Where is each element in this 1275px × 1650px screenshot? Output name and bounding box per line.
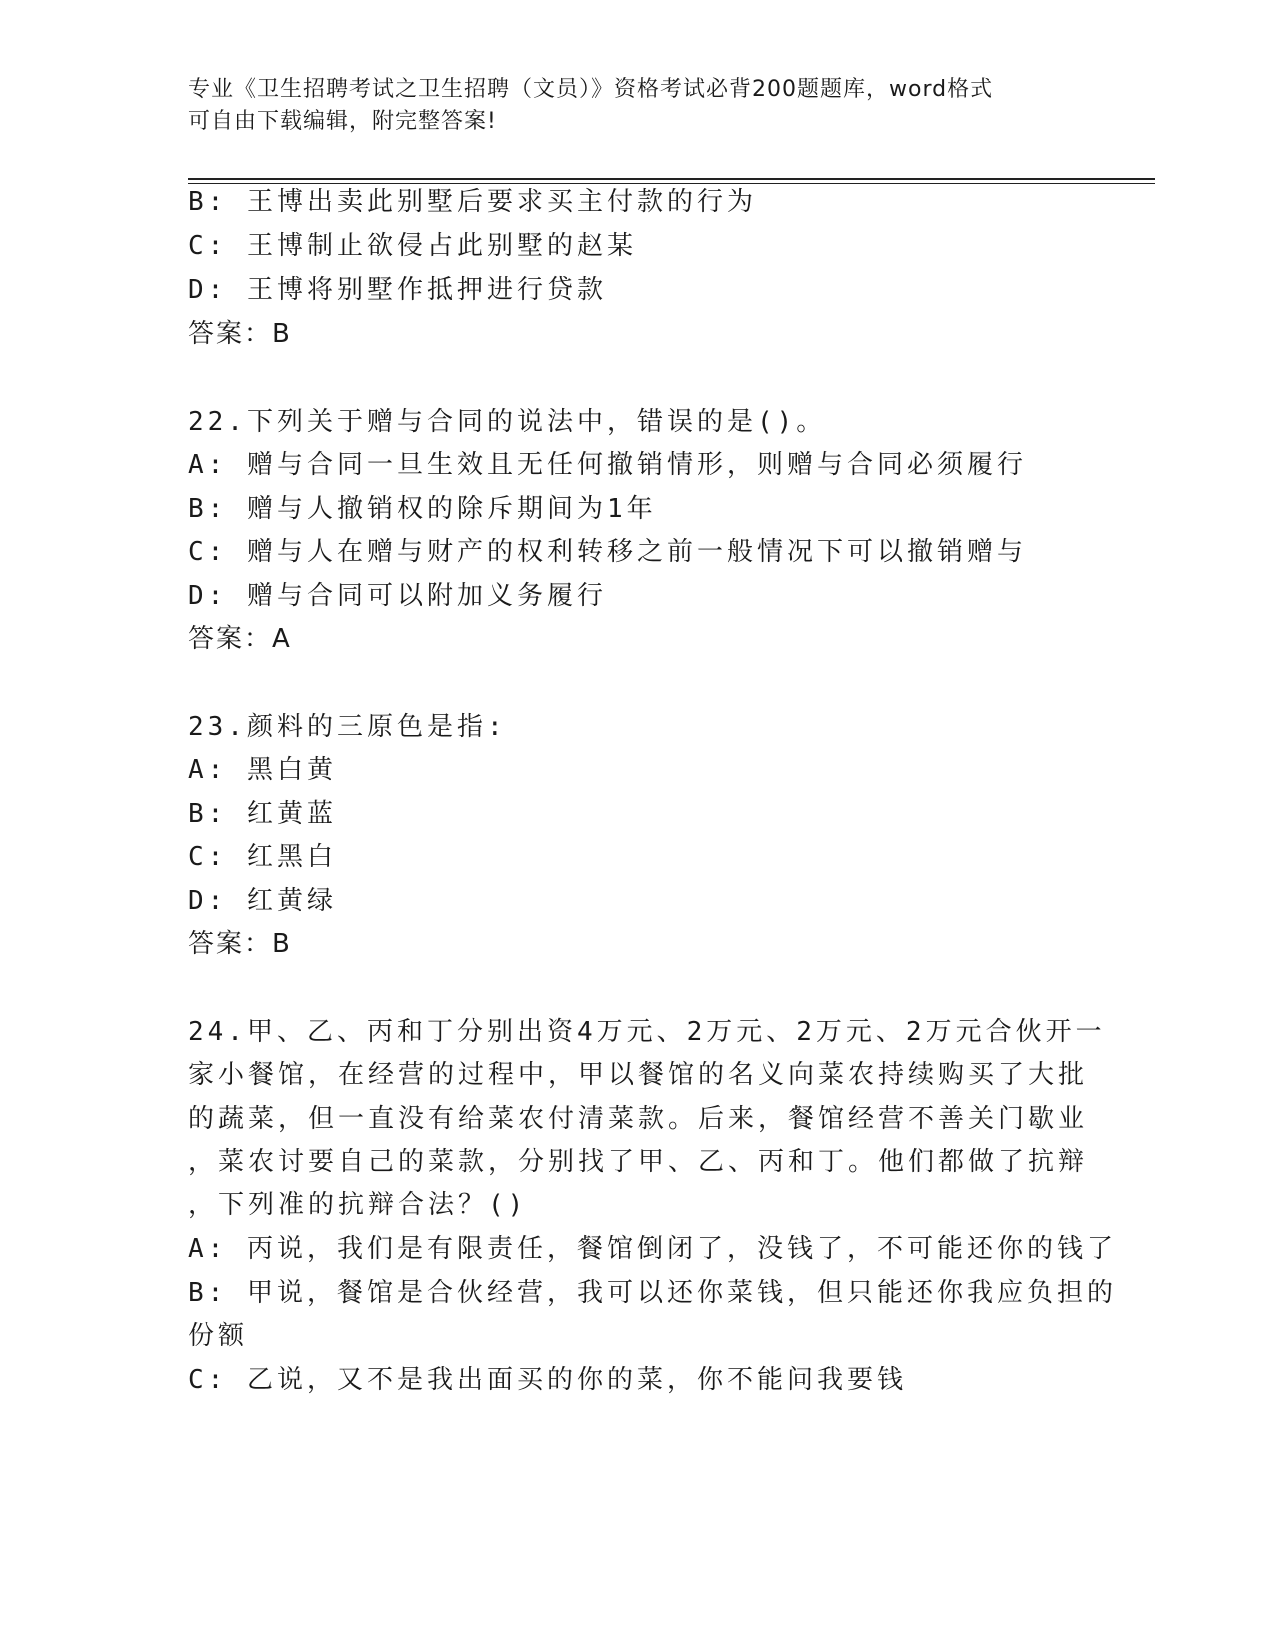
q23-option-c: C: 红黑白 <box>188 842 337 872</box>
q22-stem: 22.下列关于赠与合同的说法中，错误的是()。 <box>188 407 827 437</box>
header-title-line-1: 专业《卫生招聘考试之卫生招聘（文员）》资格考试必背200题题库，word格式 <box>188 77 994 102</box>
q22-option-b: B: 赠与人撤销权的除斥期间为1年 <box>188 494 657 524</box>
q22-option-a: A: 赠与合同一旦生效且无任何撤销情形，则赠与合同必须履行 <box>188 450 1027 480</box>
q21-option-c: C: 王博制止欲侵占此别墅的赵某 <box>188 231 637 261</box>
document-header <box>188 74 1088 138</box>
q22-option-c: C: 赠与人在赠与财产的权利转移之前一般情况下可以撤销赠与 <box>188 537 1027 567</box>
q24-option-b-line-2: 份额 <box>188 1321 249 1351</box>
q21-option-b: B: 王博出卖此别墅后要求买主付款的行为 <box>188 187 757 217</box>
q23-option-b: B: 红黄蓝 <box>188 799 337 829</box>
q24-stem-line-5: ，下列准的抗辩合法？() <box>188 1190 528 1220</box>
q21-option-d: D: 王博将别墅作抵押进行贷款 <box>188 275 607 305</box>
q24-stem-line-3: 的蔬菜，但一直没有给菜农付清菜款。后来，餐馆经营不善关门歇业 <box>188 1104 1089 1134</box>
q24-option-c: C: 乙说，又不是我出面买的你的菜，你不能问我要钱 <box>188 1365 907 1395</box>
q23-option-a: A: 黑白黄 <box>188 755 337 785</box>
header-title-line-2: 可自由下载编辑，附完整答案! <box>188 109 497 134</box>
q24-stem-line-4: ，菜农讨要自己的菜款，分别找了甲、乙、丙和丁。他们都做了抗辩 <box>188 1147 1089 1177</box>
q22-answer: 答案：A <box>188 624 292 654</box>
q24-stem-line-2: 家小餐馆，在经营的过程中，甲以餐馆的名义向菜农持续购买了大批 <box>188 1060 1089 1090</box>
q23-answer: 答案：B <box>188 929 292 959</box>
q21-answer: 答案：B <box>188 319 292 349</box>
q24-option-a: A: 丙说，我们是有限责任，餐馆倒闭了，没钱了，不可能还你的钱了 <box>188 1234 1117 1264</box>
q24-stem-line-1: 24.甲、乙、丙和丁分别出资4万元、2万元、2万元、2万元合伙开一 <box>188 1017 1106 1047</box>
q24-option-b-line-1: B: 甲说，餐馆是合伙经营，我可以还你菜钱，但只能还你我应负担的 <box>188 1278 1117 1308</box>
q22-option-d: D: 赠与合同可以附加义务履行 <box>188 581 607 611</box>
q23-stem: 23.颜料的三原色是指: <box>188 712 507 742</box>
q23-option-d: D: 红黄绿 <box>188 886 337 916</box>
header-divider-thick <box>188 178 1155 180</box>
